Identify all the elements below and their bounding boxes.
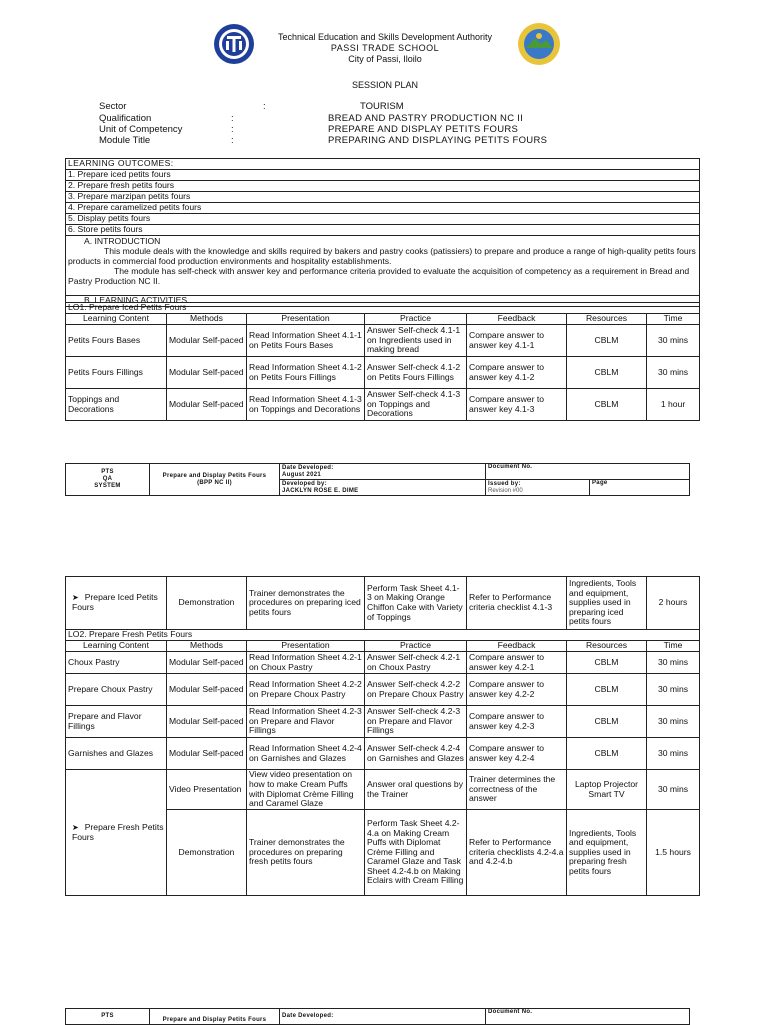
outcome-item: 6. Store petits fours [66,225,700,236]
cell: Modular Self-paced [167,357,247,389]
cell: Compare answer to answer key 4.2-4 [467,738,567,770]
column-header: Methods [167,314,247,325]
column-header: Feedback [467,641,567,652]
cell: Perform Task Sheet 4.1-3 on Making Orange Chiffon Cake with Variety of Toppings [365,577,467,630]
footer-document-no: Document No. [486,464,690,480]
meta-qualification-value: BREAD AND PASTRY PRODUCTION NC II [328,113,524,124]
outcome-item: 5. Display petits fours [66,214,700,225]
column-header: Time [647,314,700,325]
footer-page: Page [590,480,690,496]
cell: Toppings and Decorations [66,389,167,421]
cell: 1.5 hours [647,810,700,896]
school-city: City of Passi, Iloilo [348,54,422,64]
lo1-activities-table [65,302,700,421]
activities-title: B. LEARNING ACTIVITIES [66,296,700,307]
table-row [66,674,700,706]
cell: Read Information Sheet 4.2-2 on Prepare Choux Pastry [247,674,365,706]
cell: 30 mins [647,738,700,770]
cell: Answer Self-check 4.2-3 on Prepare and Flavor Fillings [365,706,467,738]
document-title: SESSION PLAN [351,80,419,90]
column-header: Learning Content [66,314,167,325]
cell: Garnishes and Glazes [66,738,167,770]
lo2-title: LO2. Prepare Fresh Petits Fours [66,630,700,641]
cell: Answer Self-check 4.2-1 on Choux Pastry [365,652,467,674]
cell: Demonstration [167,810,247,896]
cell: Modular Self-paced [167,389,247,421]
cell: 30 mins [647,674,700,706]
column-header: Practice [365,641,467,652]
column-header: Presentation [247,641,365,652]
meta-unit-label: Unit of Competency [99,124,183,135]
cell: CBLM [567,652,647,674]
cell: CBLM [567,325,647,357]
cell: Trainer demonstrates the procedures on preparing fresh petits fours [247,810,365,896]
cell: 30 mins [647,325,700,357]
outcome-item: 3. Prepare marzipan petits fours [66,192,700,203]
cell: Read Information Sheet 4.1-3 on Toppings and Decorations [247,389,365,421]
footer-date: Date Developed: [280,1009,486,1025]
cell: Petits Fours Bases [66,325,167,357]
meta-qualification-label: Qualification [99,113,152,124]
meta-qualification-sep: : [231,113,234,124]
footer-system: PTS QA SYSTEM [66,464,150,496]
meta-module-value: PREPARING AND DISPLAYING PETITS FOURS [328,135,548,146]
column-header: Resources [567,314,647,325]
cell: Answer Self-check 4.2-2 on Prepare Choux Pastry [365,674,467,706]
outcome-item: 4. Prepare caramelized petits fours [66,203,700,214]
page-footer [65,463,690,496]
cell: ➤ Prepare Fresh Petits Fours [66,770,167,896]
outcomes-title: LEARNING OUTCOMES: [66,159,700,170]
table-row [66,770,700,810]
cell: 1 hour [647,389,700,421]
cell: Read Information Sheet 4.1-2 on Petits Fours Fillings [247,357,365,389]
arrow-bullet-icon [72,592,85,602]
column-header: Presentation [247,314,365,325]
table-row [66,389,700,421]
cell: Prepare and Flavor Fillings [66,706,167,738]
cell: CBLM [567,357,647,389]
table-row [66,706,700,738]
cell: Petits Fours Fillings [66,357,167,389]
cell: Read Information Sheet 4.2-4 on Garnishes and Glazes [247,738,365,770]
cell: Laptop Projector Smart TV [567,770,647,810]
meta-sector-value: TOURISM [360,101,404,112]
introduction-paragraph-2: The module has self-check with answer key and performance criteria provided to evaluate the acquisition of competency as a requirement in Bread and Pastry Production NC II. [68,266,690,286]
authority-name: Technical Education and Skills Development Authority [277,32,493,42]
cell: 30 mins [647,770,700,810]
cell: Answer Self-check 4.1-2 on Petits Fours Fillings [365,357,467,389]
cell: Trainer determines the correctness of the answer [467,770,567,810]
cell: Perform Task Sheet 4.2-4.a on Making Cream Puffs with Diplomat Crème Filling and Caramel Glaze and Task Sheet 4.2-4.b on Making Eclairs with Cream Filling [365,810,467,896]
cell: Answer Self-check 4.2-4 on Garnishes and Glazes [365,738,467,770]
school-name: PASSI TRADE SCHOOL [330,43,440,53]
table-row [66,738,700,770]
cell: CBLM [567,738,647,770]
footer-developer: Developed by: JACKLYN ROSE E. DIME [280,480,486,496]
cell: Modular Self-paced [167,652,247,674]
cell: CBLM [567,674,647,706]
cell: CBLM [567,706,647,738]
meta-sector-sep: : [263,101,266,112]
cell: Choux Pastry [66,652,167,674]
meta-unit-sep: : [231,124,234,135]
cell: Trainer demonstrates the procedures on preparing iced petits fours [247,577,365,630]
table-row [66,325,700,357]
meta-sector-label: Sector [99,101,127,112]
footer-document-no: Document No. [486,1009,690,1025]
cell: Prepare Choux Pastry [66,674,167,706]
cell: Read Information Sheet 4.2-3 on Prepare and Flavor Fillings [247,706,365,738]
introduction-paragraph-1: This module deals with the knowledge and skills required by bakers and pastry cooks (patissiers) to prepare and produce a range of high-quality petits fours products in commercial food production environments and hospitality establishments. [68,246,696,266]
cell: Video Presentation [167,770,247,810]
cell: 2 hours [647,577,700,630]
lo1-title: LO1. Prepare Iced Petits Fours [66,303,700,314]
footer-system: PTS [66,1009,150,1025]
meta-unit-value: PREPARE AND DISPLAY PETITS FOURS [328,124,519,135]
cell: Compare answer to answer key 4.1-2 [467,357,567,389]
cell: Read Information Sheet 4.1-1 on Petits Fours Bases [247,325,365,357]
footer-date: Date Developed: August 2021 [280,464,486,480]
cell: Read Information Sheet 4.2-1 on Choux Pastry [247,652,365,674]
cell: ➤ Prepare Iced Petits Fours [66,577,167,630]
cell: Modular Self-paced [167,325,247,357]
cell: Answer Self-check 4.1-3 on Toppings and Decorations [365,389,467,421]
learning-outcomes-table [65,158,700,307]
introduction-title: A. INTRODUCTION [84,236,161,246]
column-header: Time [647,641,700,652]
column-header: Resources [567,641,647,652]
arrow-bullet-icon [72,822,85,832]
column-header: Feedback [467,314,567,325]
introduction-section [66,236,700,296]
footer-course: Prepare and Display Petits Fours (BPP NC II) [150,464,280,496]
column-header: Methods [167,641,247,652]
cell: Refer to Performance criteria checklists 4.2-4.a and 4.2-4.b [467,810,567,896]
cell: Refer to Performance criteria checklist 4.1-3 [467,577,567,630]
cell: Modular Self-paced [167,706,247,738]
cell: 30 mins [647,357,700,389]
lo2-activities-table [65,576,700,896]
page-footer-2 [65,1008,690,1025]
cell: Compare answer to answer key 4.1-1 [467,325,567,357]
cell: Demonstration [167,577,247,630]
cell: CBLM [567,389,647,421]
cell: Answer oral questions by the Trainer [365,770,467,810]
column-header: Learning Content [66,641,167,652]
cell: Modular Self-paced [167,674,247,706]
cell: Ingredients, Tools and equipment, supplies used in preparing fresh petits fours [567,810,647,896]
cell: Compare answer to answer key 4.2-1 [467,652,567,674]
cell: Ingredients, Tools and equipment, supplies used in preparing iced petits fours [567,577,647,630]
meta-module-label: Module Title [99,135,151,146]
outcome-item: 2. Prepare fresh petits fours [66,181,700,192]
table-row [66,652,700,674]
table-row [66,577,700,630]
cell: Answer Self-check 4.1-1 on Ingredients used in making bread [365,325,467,357]
cell: Compare answer to answer key 4.2-3 [467,706,567,738]
outcome-item: 1. Prepare iced petits fours [66,170,700,181]
column-header: Practice [365,314,467,325]
footer-course: Prepare and Display Petits Fours [150,1009,280,1025]
cell: Compare answer to answer key 4.1-3 [467,389,567,421]
meta-module-sep: : [231,135,234,146]
footer-issued: Issued by: Revision #00 [486,480,590,496]
cell: 30 mins [647,652,700,674]
cell: Modular Self-paced [167,738,247,770]
cell: 30 mins [647,706,700,738]
cell: View video presentation on how to make Cream Puffs with Diplomat Crème Filling and Caramel Glaze [247,770,365,810]
cell: Compare answer to answer key 4.2-2 [467,674,567,706]
table-row [66,357,700,389]
